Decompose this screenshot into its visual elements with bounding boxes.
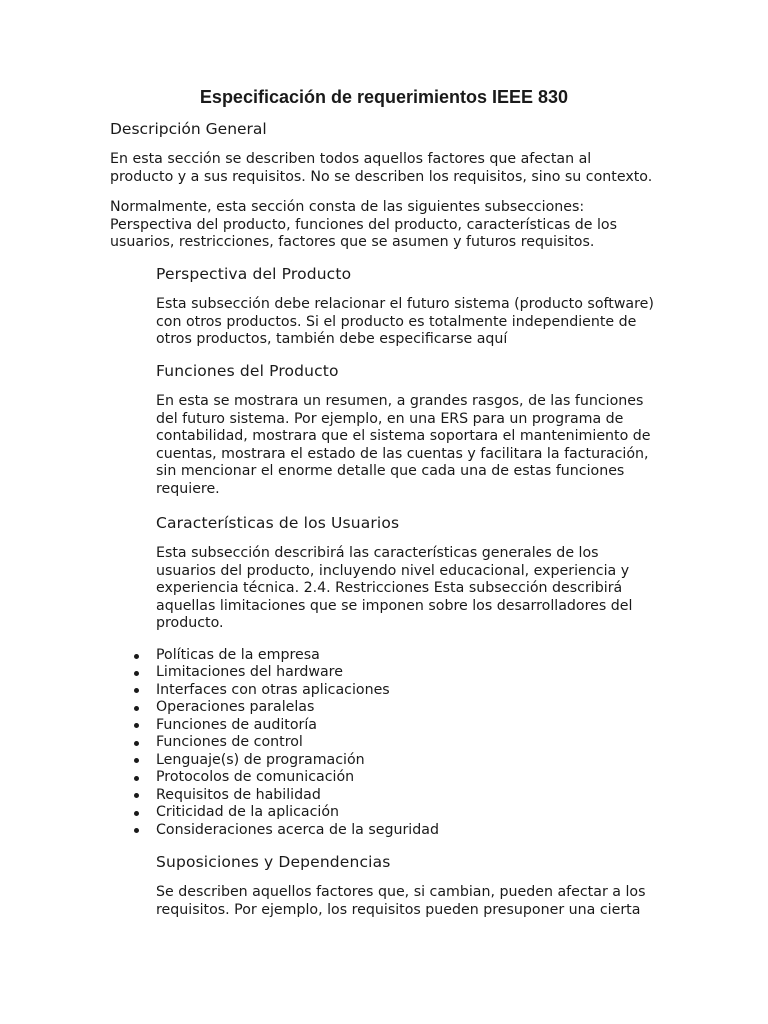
text-line: del futuro sistema. Por ejemplo, en una ERS para un programa de	[156, 410, 624, 427]
list-item: Protocolos de comunicación	[156, 769, 439, 786]
paragraph-general-subsections	[110, 199, 670, 252]
text-line: Esta subsección describirá las características generales de los	[156, 545, 599, 561]
heading-suposiciones-dependencias: Suposiciones y Dependencias	[156, 853, 391, 871]
list-item: Limitaciones del hardware	[156, 664, 439, 681]
list-item: Funciones de control	[156, 734, 439, 751]
text-line: requisitos. Por ejemplo, los requisitos pueden presuponer una cierta	[156, 901, 641, 918]
text-line: con otros productos. Si el producto es totalmente independiente de	[156, 313, 637, 330]
list-item: Requisitos de habilidad	[156, 787, 439, 804]
text-line: otros productos, también debe especificarse aquí	[156, 331, 508, 347]
list-item: Funciones de auditoría	[156, 717, 439, 734]
text-line: Se describen aquellos factores que, si cambian, pueden afectar a los	[156, 884, 646, 900]
paragraph-suposiciones	[156, 884, 676, 919]
list-item: Criticidad de la aplicación	[156, 804, 439, 821]
heading-descripcion-general: Descripción General	[110, 120, 267, 138]
text-line: usuarios del producto, incluyendo nivel educacional, experiencia y	[156, 562, 630, 579]
text-line: usuarios, restricciones, factores que se asumen y futuros requisitos.	[110, 234, 595, 250]
text-line: aquellas limitaciones que se imponen sobre los desarrolladores del	[156, 597, 633, 614]
text-line: En esta sección se describen todos aquellos factores que afectan al	[110, 151, 592, 167]
text-line: producto.	[156, 615, 224, 631]
heading-caracteristicas-usuarios: Características de los Usuarios	[156, 514, 400, 532]
paragraph-general-intro	[110, 151, 670, 186]
text-line: contabilidad, mostrara que el sistema soportara el mantenimiento de	[156, 428, 651, 444]
text-line: Normalmente, esta sección consta de las siguientes subsecciones:	[110, 199, 585, 215]
document-title: Especificación de requerimientos IEEE 830	[199, 87, 569, 107]
text-line: Esta subsección debe relacionar el futuro sistema (producto software)	[156, 296, 654, 312]
heading-funciones-producto: Funciones del Producto	[156, 362, 339, 380]
list-item: Políticas de la empresa	[156, 647, 439, 664]
paragraph-usuarios	[156, 545, 676, 633]
text-line: experiencia técnica. 2.4. Restricciones Esta subsección describirá	[156, 580, 623, 596]
text-line: En esta se mostrara un resumen, a grandes rasgos, de las funciones	[156, 393, 644, 409]
text-line: producto y a sus requisitos. No se describen los requisitos, sino su contexto.	[110, 168, 653, 185]
heading-perspectiva-producto: Perspectiva del Producto	[156, 265, 352, 283]
text-line: cuentas, mostrara el estado de las cuentas y facilitara la facturación,	[156, 445, 649, 462]
list-item: Interfaces con otras aplicaciones	[156, 682, 439, 699]
text-line: requiere.	[156, 480, 220, 497]
text-line: sin mencionar el enorme detalle que cada una de estas funciones	[156, 463, 625, 479]
paragraph-funciones	[156, 393, 676, 498]
list-item: Consideraciones acerca de la seguridad	[156, 821, 439, 838]
list-item: Operaciones paralelas	[156, 699, 439, 716]
text-line: Perspectiva del producto, funciones del producto, características de los	[110, 216, 618, 233]
list-item: Lenguaje(s) de programación	[156, 752, 439, 769]
paragraph-perspectiva	[156, 296, 676, 349]
restricciones-list	[156, 647, 439, 839]
